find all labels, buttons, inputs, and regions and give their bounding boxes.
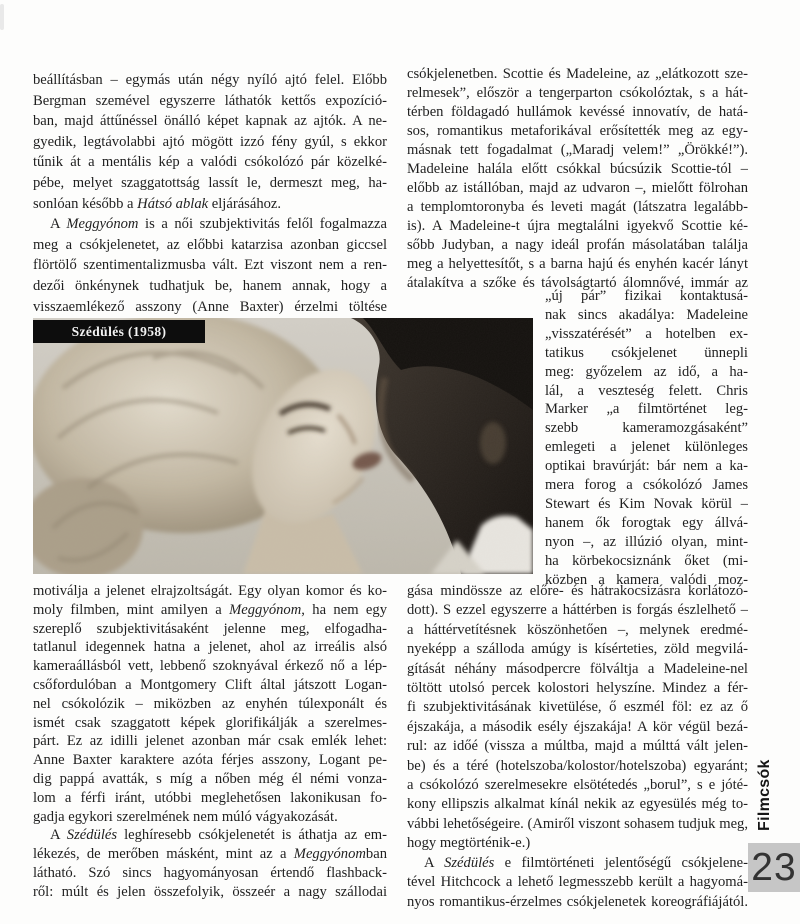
- text-line: tűnik át a mentális kép a valódi csókolózó pár közelké-: [33, 154, 387, 171]
- scan-artifact: [0, 4, 4, 30]
- left-column-bottom-text: [33, 582, 387, 902]
- text-line: dott). S ezzel egyszerre a háttérben is forgás észlelhető –: [407, 602, 748, 619]
- text-line: párt. Ez az idilli jelenet azonban már csak emlék lehet:: [33, 733, 387, 750]
- text-line: ban, majd áttűnéssel önálló képet kapnak az ajtók. A ne-: [33, 113, 387, 130]
- text-line: szebb kameramozgásaként”: [545, 420, 748, 437]
- text-line: flörtölő szentimentalizmusba vált. Ezt viszont nem a ren-: [33, 257, 387, 274]
- paragraph: [407, 854, 748, 912]
- text-line: tével Hitchcock a lehető legmesszebb került a hagyomá-: [407, 874, 748, 891]
- page-number: 23: [751, 845, 797, 889]
- right-column-narrow-text: [545, 287, 748, 590]
- text-line: szereplő szubjektivitásaként jelenne meg, elfogadha-: [33, 620, 387, 637]
- paragraph: [407, 582, 748, 854]
- text-line: ha körbekocsiznánk őket (mi-: [545, 552, 748, 569]
- text-line: optikai bravúrját: bár nem a ka-: [545, 458, 748, 475]
- page-number-box: [748, 843, 800, 892]
- text-line: Anne Baxter karaktere azóta férjes asszony, Logant pe-: [33, 752, 387, 769]
- text-line: térben földagadó hullámok kevéssé innovatív, de hatá-: [407, 104, 748, 120]
- paragraph: [33, 70, 387, 214]
- text-line: visszaemlékező asszony (Anne Baxter) érzelmi töltése: [33, 298, 387, 315]
- text-line: nyeképp a szálloda amúgy is kísérteties, zöld megvilá-: [407, 641, 748, 658]
- text-line: hogy megtörténik-e.): [407, 835, 531, 852]
- film-still-figure: [33, 318, 533, 574]
- text-line: gítását néhány másodpercre fölváltja a Madeleine-nel: [407, 660, 748, 677]
- text-line: lom a férfi iránt, utóbbi meglehetősen lakonikusan fo-: [33, 789, 387, 806]
- text-line: is). A Madeleine-t újra megtalálni igyekvő Scottie ké-: [407, 218, 748, 234]
- right-column-bottom-text: [407, 582, 748, 912]
- text-line: látható. Szó sincs hagyományosan értendő flashback-: [33, 864, 387, 881]
- text-line: sőbb Judyban, a nagy ideál profán másolatában találja: [407, 237, 748, 253]
- text-line: lékezés, de merőben másként, mint az a Meggyónomban: [33, 846, 387, 863]
- text-line: A Meggyónom is a női szubjektivitás felől fogalmazza: [50, 216, 387, 233]
- text-line: nak sincs akadálya: Madeleine: [545, 306, 748, 323]
- text-line: tatikus csókjelenet ünnepli: [545, 344, 748, 361]
- section-label: [748, 760, 782, 830]
- text-line: mera forog a csókolózó James: [545, 477, 748, 494]
- text-line: töltött utolsó percek kolostori helyszíne. Mindez a fér-: [407, 680, 748, 697]
- text-line: nel csókolózik – miközben az enyhén túlexponált és: [33, 695, 387, 712]
- text-line: A Szédülés e filmtörténeti jelentőségű csókjelene-: [424, 854, 748, 871]
- text-line: „új pár” fizikai kontaktusá-: [545, 288, 748, 304]
- text-line: motiválja a jelenet elrajzoltságát. Egy olyan komor és ko-: [33, 583, 387, 599]
- text-line: hanem ők forogtak egy állvá-: [545, 514, 748, 531]
- kissing-couple-photo: [33, 318, 533, 574]
- paragraph: [33, 214, 387, 317]
- text-line: beállításban – egymás után négy nyíló ajtó felel. Előbb: [33, 72, 387, 88]
- text-line: átalakítva a szőke és távolságtartó álomnővé, immár az: [407, 275, 748, 291]
- text-line: kameraállásból vett, lebbenő szoknyával érkező nő a lép-: [33, 658, 387, 675]
- text-line: közben a kamera valódi moz-: [545, 571, 748, 588]
- paragraph: [545, 287, 748, 590]
- text-line: másnak tett fogadalmat („Maradj velem!” „Örökké!”).: [407, 142, 748, 158]
- text-line: be) és a téré (hotelszoba/kolostor/hotelszoba) egyaránt;: [407, 757, 748, 774]
- text-line: ismét csak szaggatott képek glorifikálják a szerelmes-: [33, 714, 387, 731]
- text-line: ről: múlt és jelen összefolyik, összeér a nagy szállodai: [33, 883, 387, 900]
- paragraph: [33, 582, 387, 826]
- text-line: meg a helyettesítőt, s a barna hajú és enyhén kacér lányt: [407, 256, 748, 272]
- text-line: Bergman szemével egyszerre láthatók kettős expozíció-: [33, 92, 387, 109]
- text-line: vábbi lehetőségeire. (Amiről viszont sohasem tudjuk meg,: [407, 815, 748, 832]
- text-line: sos, romantikus metaforikával erősítették meg az egy-: [407, 123, 748, 139]
- text-line: gadja egykori szerelmének nem múló vágyakozását.: [33, 808, 338, 825]
- text-line: Stewart és Kim Novak körül –: [545, 495, 748, 512]
- text-line: „visszatérését” a hotelben ex-: [545, 325, 748, 342]
- text-line: csókjelenetben. Scottie és Madeleine, az „elátkozott sze-: [407, 66, 748, 82]
- text-line: emlegeti a jelenet különleges: [545, 439, 748, 456]
- text-line: tatlanul idegennek hatna a jelenet, ahol az irreális alsó: [33, 639, 387, 656]
- section-label-text: Filmcsók: [756, 759, 773, 831]
- text-line: meg: győzelem az idő, a ha-: [545, 363, 748, 380]
- right-column-top-text: [407, 65, 748, 293]
- paragraph: [33, 826, 387, 901]
- text-line: dig pappá avatták, s míg a nőben még él némi vonza-: [33, 770, 387, 787]
- photo-caption-bar: [33, 320, 205, 343]
- text-line: a háttérvetítésnek köszönhetően –, melynek eredmé-: [407, 621, 748, 638]
- text-line: a csókolózó szerelmesekre elsötétedés „borul”, s e jóté-: [407, 777, 748, 794]
- text-line: nyon –, az illúzió olyan, mint-: [545, 533, 748, 550]
- text-line: sonlóan később a Hátsó ablak eljárásához.: [33, 195, 282, 212]
- text-line: moly filmben, mint amilyen a Meggyónom, ha nem egy: [33, 601, 387, 618]
- text-line: gyedik, legtávolabbi ajtó mögött izzó fény gyúl, s ekkor: [33, 133, 387, 150]
- text-line: kony ellipszis alkalmat kínál nekik az egyesülés még to-: [407, 796, 748, 813]
- text-line: fi szubjektivitásának kivetülése, ő eszmél föl: ez az ő: [407, 699, 748, 716]
- text-line: csőfordulóban a Montgomery Clift által játszott Logan-: [33, 676, 387, 693]
- left-column-top-text: [33, 70, 387, 317]
- text-line: meg a csókjelenetet, az előbbi katarzisa azonban giccsel: [33, 236, 387, 253]
- text-line: pébe, melyet szaggatottság lassít le, dermeszt meg, ha-: [33, 174, 387, 191]
- text-line: Madeleine halála előtt csókkal búcsúzik Scottie-tól –: [407, 161, 748, 177]
- text-line: dezői önkénynek tudhatjuk be, hanem annak, hogy a: [33, 277, 387, 294]
- text-line: Marker „a filmtörténet leg-: [545, 401, 748, 418]
- text-line: előbb az istállóban, majd az udvaron –, mielőtt fölrohan: [407, 180, 748, 196]
- photo-caption: Szédülés (1958): [71, 323, 167, 339]
- paragraph: [407, 65, 748, 293]
- text-line: a templomtoronyba és leveti magát (látszatra legalább-: [407, 199, 748, 215]
- text-line: rul: az időé (vissza a múltba, majd a múlttá vált jelen-: [407, 738, 748, 755]
- text-line: nyos romantikus-érzelmes csókjelenetek koreográfiájától.: [407, 893, 748, 910]
- text-line: éjszakája, a második esély éjszakája! A kör végül bezá-: [407, 718, 748, 735]
- text-line: relmesek”, először a tengerparton csókolóztak, s a hát-: [407, 85, 748, 101]
- text-line: gása mindössze az előre- és hátrakocsizásra korlátozó-: [407, 583, 748, 599]
- text-line: A Szédülés leghíresebb csókjelenetét is áthatja az em-: [50, 827, 387, 844]
- text-line: lál, a veszteség felett. Chris: [545, 382, 748, 399]
